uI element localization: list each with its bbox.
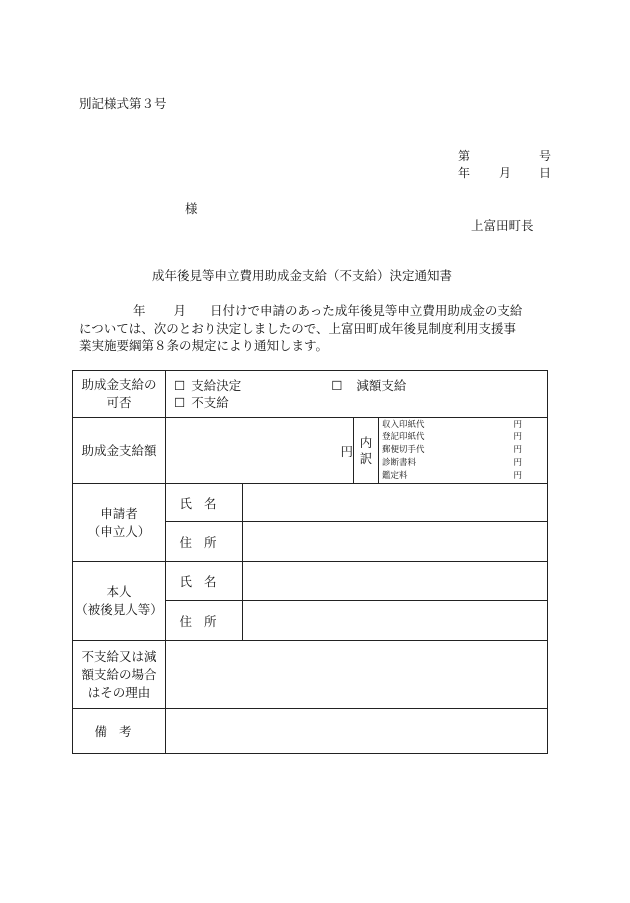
doc-number-dai: 第 — [458, 149, 471, 163]
applicant-label: 申請者 （申立人） — [73, 484, 166, 562]
breakdown-item-name: 収入印紙代 — [382, 419, 425, 430]
breakdown-item-name: 診断書料 — [382, 457, 417, 468]
applicant-address-field[interactable] — [243, 522, 548, 562]
approved-label: 支給決定 — [191, 378, 242, 393]
breakdown-label: 内 訳 — [354, 418, 379, 484]
breakdown-row — [382, 457, 547, 470]
applicant-name-label: 氏名 — [166, 484, 243, 522]
breakdown-item-unit: 円 — [513, 470, 522, 481]
principal-name-field[interactable] — [243, 562, 548, 601]
breakdown-item-unit: 円 — [513, 457, 522, 468]
body-line3: 業実施要綱第８条の規定により通知します。 — [79, 338, 329, 353]
amount-label: 助成金支給額 — [73, 418, 166, 484]
principal-address-field[interactable] — [243, 601, 548, 641]
reason-field[interactable] — [166, 641, 548, 709]
remarks-field[interactable] — [166, 709, 548, 754]
applicant-name-field[interactable] — [243, 484, 548, 522]
principal-name-label: 氏名 — [166, 562, 243, 601]
amount-unit: 円 — [340, 443, 353, 459]
applicant-address-label: 住所 — [166, 522, 243, 562]
sender: 上富田町長 — [471, 218, 534, 233]
breakdown-item-unit: 円 — [513, 445, 522, 456]
denied-label: 不支給 — [191, 395, 229, 410]
breakdown-item-unit: 円 — [513, 419, 522, 430]
breakdown-item-name: 登記印紙代 — [382, 432, 425, 443]
breakdown-row — [382, 431, 547, 444]
reason-label: 不支給又は減 額支給の場合 はその理由 — [73, 641, 166, 709]
approved-checkbox[interactable]: ☐ — [174, 378, 186, 393]
date-year: 年 — [458, 166, 471, 180]
doc-number-go: 号 — [539, 149, 552, 163]
body-paragraph — [79, 302, 549, 355]
body-line1: 日付けで申請のあった成年後見等申立費用助成金の支給 — [210, 303, 523, 318]
breakdown-item-name: 鑑定料 — [382, 470, 408, 481]
denied-checkbox[interactable]: ☐ — [174, 395, 186, 410]
body-month: 月 — [173, 303, 187, 318]
principal-address-label: 住所 — [166, 601, 243, 641]
date-month: 月 — [499, 166, 512, 180]
reduced-checkbox[interactable]: ☐ — [331, 378, 343, 393]
body-line2: については、次のとおり決定しましたので、上富田町成年後見制度利用支援事 — [79, 320, 517, 336]
approval-label: 助成金支給の 可否 — [73, 371, 166, 418]
date-day: 日 — [539, 166, 552, 180]
form-number: 別記様式第３号 — [79, 96, 167, 111]
breakdown-item-name: 郵便切手代 — [382, 445, 425, 456]
approval-options — [166, 371, 548, 418]
addressee-suffix: 様 — [185, 201, 198, 216]
breakdown-item-unit: 円 — [513, 432, 522, 443]
remarks-label: 備考 — [73, 709, 166, 754]
breakdown-row — [382, 470, 547, 483]
principal-label: 本人 （被後見人等） — [73, 562, 166, 641]
breakdown-row — [382, 444, 547, 457]
breakdown-list — [379, 418, 548, 484]
application-form-table — [72, 370, 548, 754]
document-title: 成年後見等申立費用助成金支給（不支給）決定通知書 — [152, 268, 453, 283]
amount-field[interactable] — [166, 418, 354, 484]
body-year: 年 — [133, 303, 146, 318]
reduced-label: 減額支給 — [356, 378, 407, 393]
breakdown-row — [382, 419, 547, 432]
